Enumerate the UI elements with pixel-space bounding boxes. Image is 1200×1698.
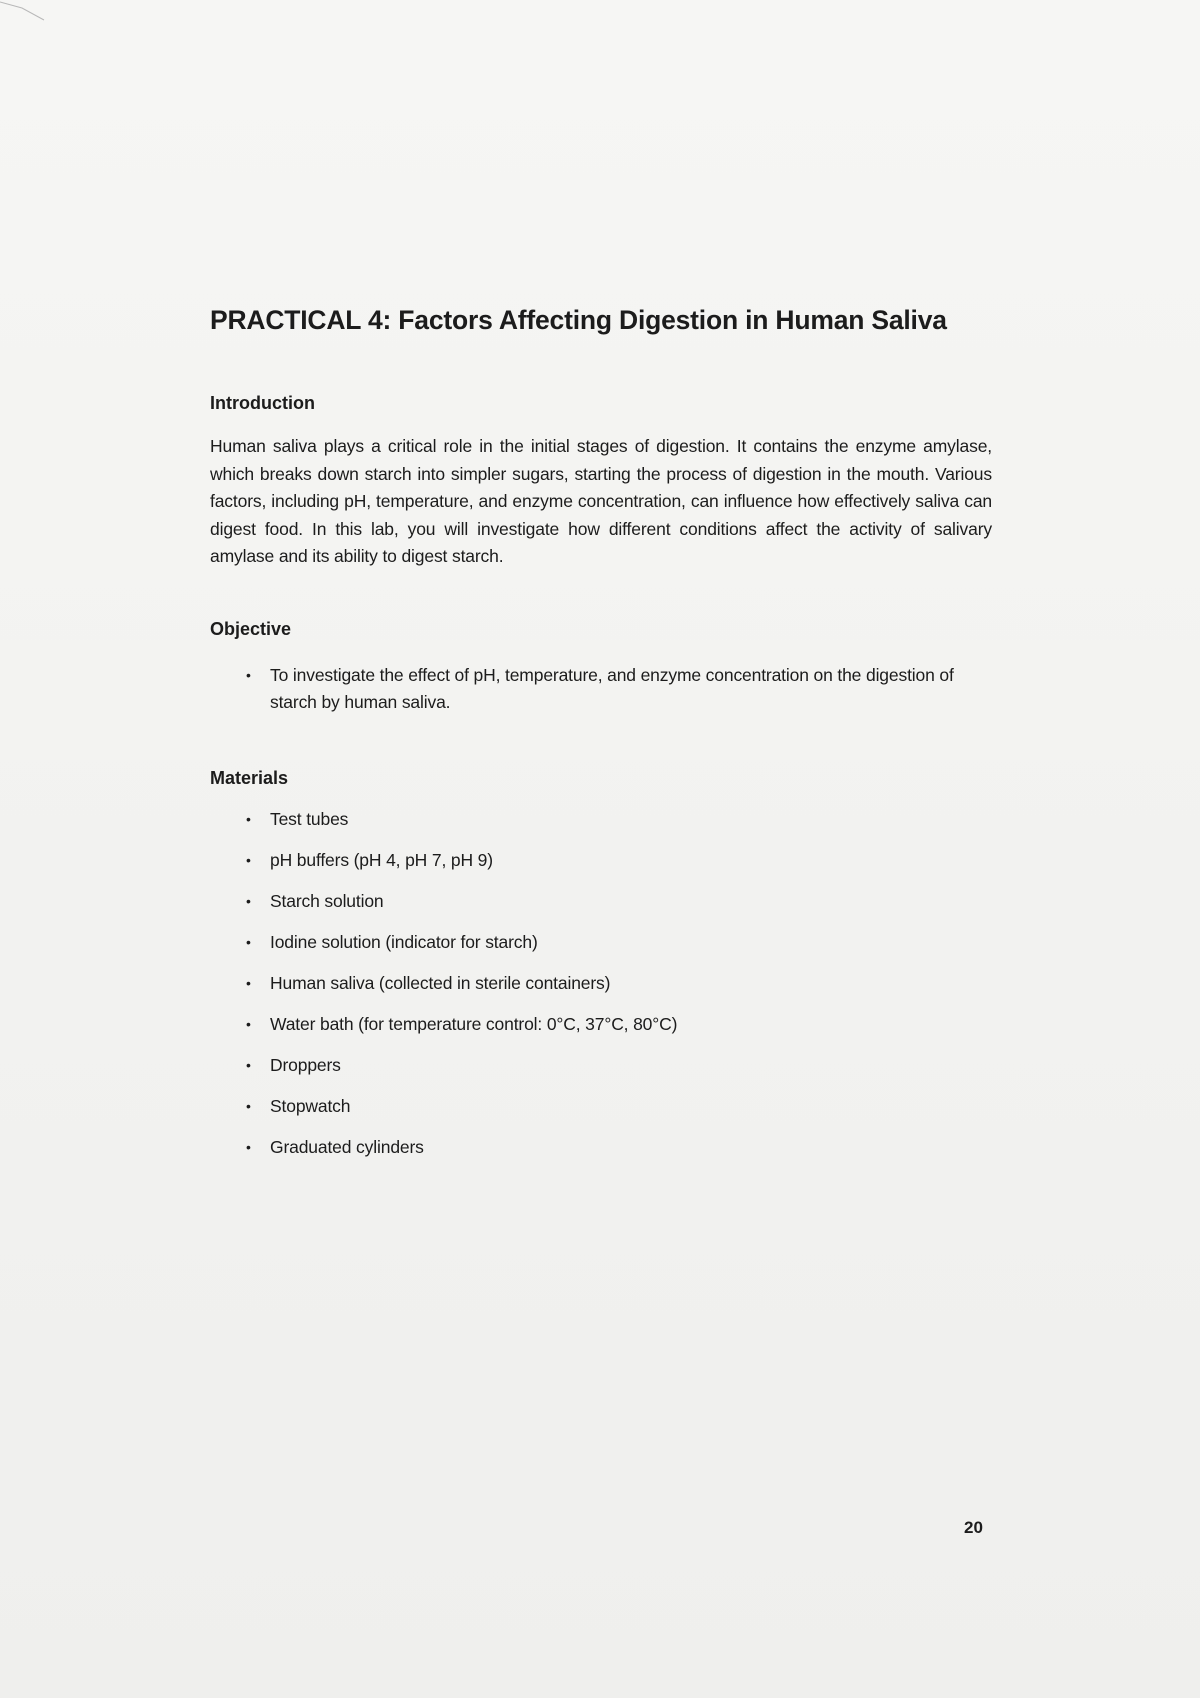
bullet-icon: • [246, 1015, 251, 1032]
material-item [210, 847, 992, 874]
materials-list [210, 806, 992, 1161]
scan-corner-mark [0, 0, 60, 30]
material-text: Test tubes [270, 808, 349, 829]
bullet-icon: • [246, 851, 251, 868]
bullet-icon: • [246, 933, 251, 950]
practical-content [210, 302, 992, 1175]
material-item [210, 1134, 992, 1161]
material-text: Starch solution [270, 890, 384, 911]
bullet-icon: • [246, 666, 251, 683]
introduction-text: Human saliva plays a critical role in the initial stages of digestion. It contains the enzyme amylase, which breaks down starch into simpler sugars, starting the process of digestion in the mouth. Various factors, including pH, temperature, and enzyme concentration, can influence how effectively saliva can digest food. In this lab, you will investigate how different conditions affect the activity of salivary amylase and its ability to digest starch. [210, 436, 992, 566]
material-item [210, 970, 992, 997]
page-number: 20 [964, 1518, 983, 1537]
objective-item [210, 662, 992, 716]
material-text: pH buffers (pH 4, pH 7, pH 9) [270, 849, 493, 870]
material-text: Iodine solution (indicator for starch) [270, 931, 538, 952]
material-text: Graduated cylinders [270, 1136, 424, 1157]
bullet-icon: • [246, 1097, 251, 1114]
material-text: Stopwatch [270, 1095, 351, 1116]
bullet-icon: • [246, 892, 251, 909]
bullet-icon: • [246, 974, 251, 991]
material-text: Droppers [270, 1054, 341, 1075]
material-item [210, 888, 992, 915]
material-item [210, 1052, 992, 1079]
objective-list [210, 662, 992, 716]
bullet-icon: • [246, 810, 251, 827]
introduction-heading: Introduction [210, 393, 315, 413]
bullet-icon: • [246, 1138, 251, 1155]
practical-title: PRACTICAL 4: Factors Affecting Digestion in Human Saliva [210, 305, 947, 335]
materials-heading: Materials [210, 767, 289, 788]
material-text: Water bath (for temperature control: 0°C, 37°C, 80°C) [270, 1013, 678, 1034]
material-item [210, 1093, 992, 1120]
bullet-icon: • [246, 1056, 251, 1073]
material-item [210, 806, 992, 833]
material-item [210, 929, 992, 956]
material-item [210, 1011, 992, 1038]
material-text: Human saliva (collected in sterile containers) [270, 972, 611, 993]
objective-heading: Objective [210, 618, 292, 639]
objective-text: To investigate the effect of pH, temperature, and enzyme concentration on the digestion of starch by human saliva. [270, 664, 954, 712]
